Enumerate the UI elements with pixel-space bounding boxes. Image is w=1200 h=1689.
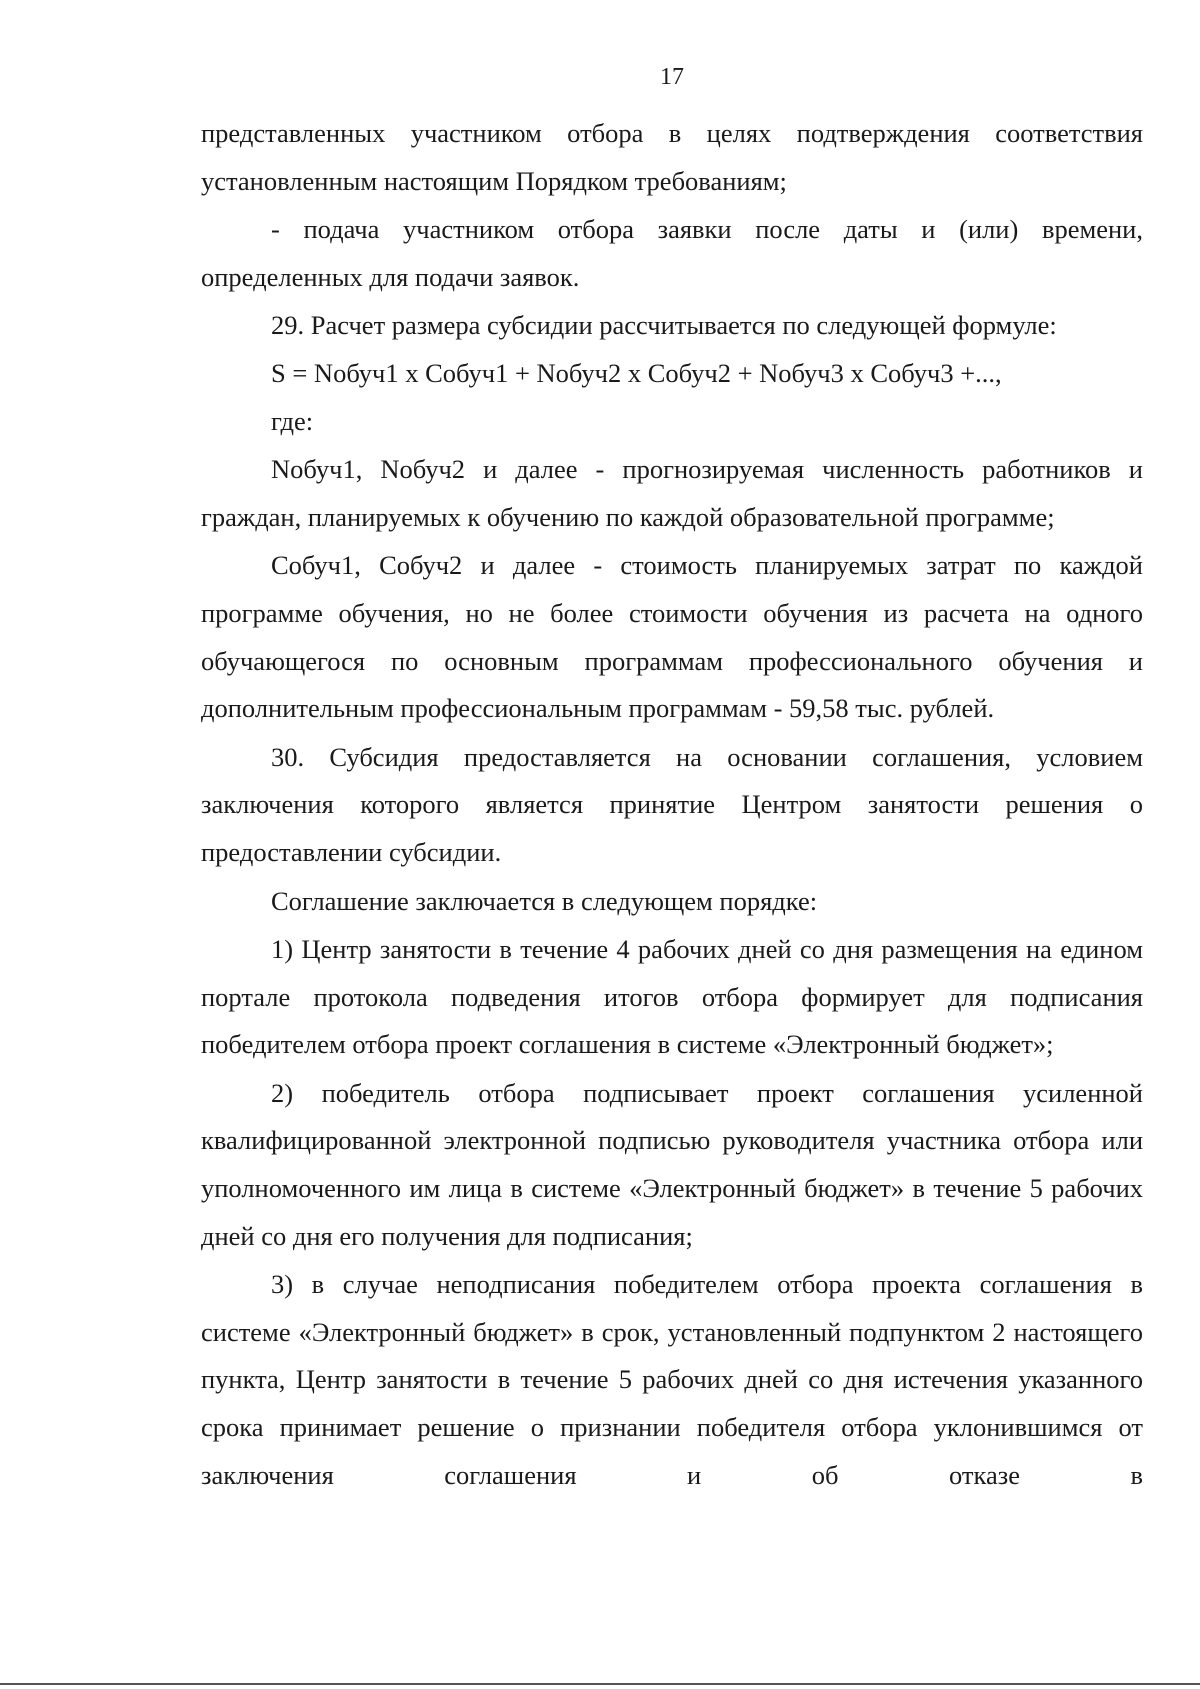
paragraph-subitem-2: 2) победитель отбора подписывает проект соглашения усиленной квалифицированной электронной подписью руководителя участника отбора или уполномоченного им лица в системе «Электронный бюджет» в течение 5 рабочих дней со дня его получения для подписания; [201, 1077, 1143, 1251]
page-number: 17 [660, 64, 684, 90]
paragraph-subitem-1: 1) Центр занятости в течение 4 рабочих дней со дня размещения на едином портале протокола подведения итогов отбора формирует для подписания победителем отбора проект соглашения в системе «Электронный бюджет»; [201, 934, 1143, 1060]
paragraph-subitem-3: 3) в случае неподписания победителем отбора проекта соглашения в системе «Электронный бюджет» в срок, установленный подпунктом 2 настоящего пункта, Центр занятости в течение 5 рабочих дней со дня истечения указанного срока принимает решение о признании победителя отбора уклонившимся от заключения соглашения и об отказе в [201, 1269, 1143, 1490]
paragraph-definition-n: Nобуч1, Nобуч2 и далее - прогнозируемая численность работников и граждан, планируемых к обучению по каждой образовательной программе; [201, 454, 1143, 532]
paragraph-continuation: представленных участником отбора в целях подтверждения соответствия установленным настоящим Порядком требованиям; [201, 118, 1143, 196]
paragraph-definition-c: Собуч1, Собуч2 и далее - стоимость планируемых затрат по каждой программе обучения, но не более стоимости обучения из расчета на одного обучающегося по основным программам профессионального обучения и дополнительным профессиональным программам - 59,58 тыс. рублей. [201, 550, 1143, 724]
paragraph-agreement-order: Соглашение заключается в следующем порядке: [271, 885, 818, 916]
paragraph-item-30: 30. Субсидия предоставляется на основании соглашения, условием заключения которого является принятие Центром занятости решения о предоставлении субсидии. [201, 741, 1143, 867]
paragraph-item-29: 29. Расчет размера субсидии рассчитывается по следующей формуле: [271, 310, 1057, 341]
document-body [201, 110, 1143, 1499]
paragraph-list-item: - подача участником отбора заявки после даты и (или) времени, определенных для подачи заявок. [201, 214, 1143, 292]
formula: S = Nобуч1 х Cобуч1 + Nобуч2 х Cобуч2 + Nобуч3 х Cобуч3 +..., [271, 357, 1002, 388]
formula-where: где: [271, 405, 314, 436]
page-bottom-rule [0, 1683, 1200, 1685]
